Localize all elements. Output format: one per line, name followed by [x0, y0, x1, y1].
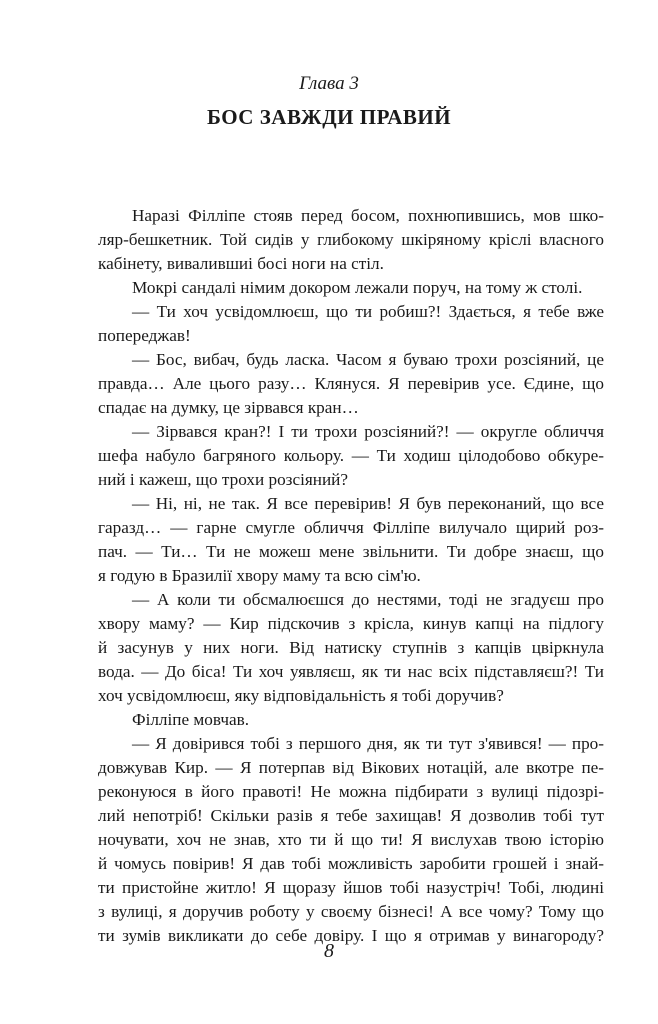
body-text — [98, 204, 604, 948]
text-line: — Ні, ні, не так. Я все перевірив! Я був переконаний, що все — [132, 494, 604, 513]
text-line: — Бос, вибач, будь ласка. Часом я буваю трохи розсіяний, це — [132, 350, 604, 369]
text-line: гаразд… — гарне смугле обличчя Філліпе вилучало щирий роз- — [98, 518, 604, 537]
text-line: шефа набуло багряного кольору. — Ти ходиш цілодобово обкуре- — [98, 446, 604, 465]
text-line: хоч усвідомлюєш, яку відповідальність я тобі доручив? — [98, 686, 504, 705]
text-line: кабінету, вивалившиі босі ноги на стіл. — [98, 254, 384, 273]
text-line: я годую в Бразилії хвору маму та всю сім'ю. — [98, 566, 421, 585]
text-line: реконуюся в його правоті! Не можна підбирати з вулиці підозрі- — [98, 782, 604, 801]
text-line: — Ти хоч усвідомлюєш, що ти робиш?! Здається, я тебе вже — [132, 302, 604, 321]
text-line: — Зірвався кран?! І ти трохи розсіяний?! — округле обличчя — [132, 422, 604, 441]
text-line: Мокрі сандалі німим докором лежали поруч, на тому ж столі. — [132, 278, 583, 297]
text-line: Філліпе мовчав. — [132, 710, 250, 729]
text-line: ночувати, хоч не знав, хто ти й що ти! Я вислухав твою історію — [98, 830, 604, 849]
page-number: 8 — [324, 940, 334, 962]
text-line: довжував Кир. — Я потерпав від Вікових нотацій, але вкотре пе- — [98, 758, 604, 777]
text-line: й засунув у них ноги. Від натиску ступнів з капців цвіркнула — [98, 638, 604, 657]
text-line: ти зумів викликати до себе довіру. І що я отримав у винагороду? — [98, 926, 604, 945]
text-line: вода. — До біса! Ти хоч уявляєш, як ти нас всіх підставляєш?! Ти — [98, 662, 604, 681]
text-line: хвору маму? — Кир підскочив з крісла, кинув капці на підлогу — [98, 614, 604, 633]
text-line: ний і кажеш, що трохи розсіяний? — [98, 470, 348, 489]
text-line: й чомусь повірив! Я дав тобі можливість заробити грошей і знай- — [98, 854, 604, 873]
text-line: — Я довірився тобі з першого дня, як ти тут з'явився! — про- — [132, 734, 604, 753]
text-line: спадає на думку, це зірвався кран… — [98, 398, 359, 417]
text-line: правда… Але цього разу… Клянуся. Я перевірив усе. Єдине, що — [98, 374, 604, 393]
text-line: ляр-бешкетник. Той сидів у глибокому шкіряному кріслі власного — [98, 230, 604, 249]
text-line: лий непотріб! Скільки разів я тебе захищав! Я дозволив тобі тут — [98, 806, 604, 825]
text-line: — А коли ти обсмалюєшся до нестями, тоді не згадуєш про — [132, 590, 604, 609]
text-line: з вулиці, я доручив роботу у своєму бізнесі! А все чому? Тому що — [98, 902, 604, 921]
chapter-label: Глава 3 — [299, 73, 359, 94]
text-line: Наразі Філліпе стояв перед босом, похнюпившись, мов шко- — [132, 206, 604, 225]
text-line: попереджав! — [98, 326, 191, 345]
text-line: пач. — Ти… Ти не можеш мене звільнити. Ти добре знаєш, що — [98, 542, 604, 561]
chapter-title: БОС ЗАВЖДИ ПРАВИЙ — [206, 105, 452, 129]
text-line: ти пристойне житло! Я щоразу йшов тобі назустріч! Тобі, людині — [98, 878, 604, 897]
